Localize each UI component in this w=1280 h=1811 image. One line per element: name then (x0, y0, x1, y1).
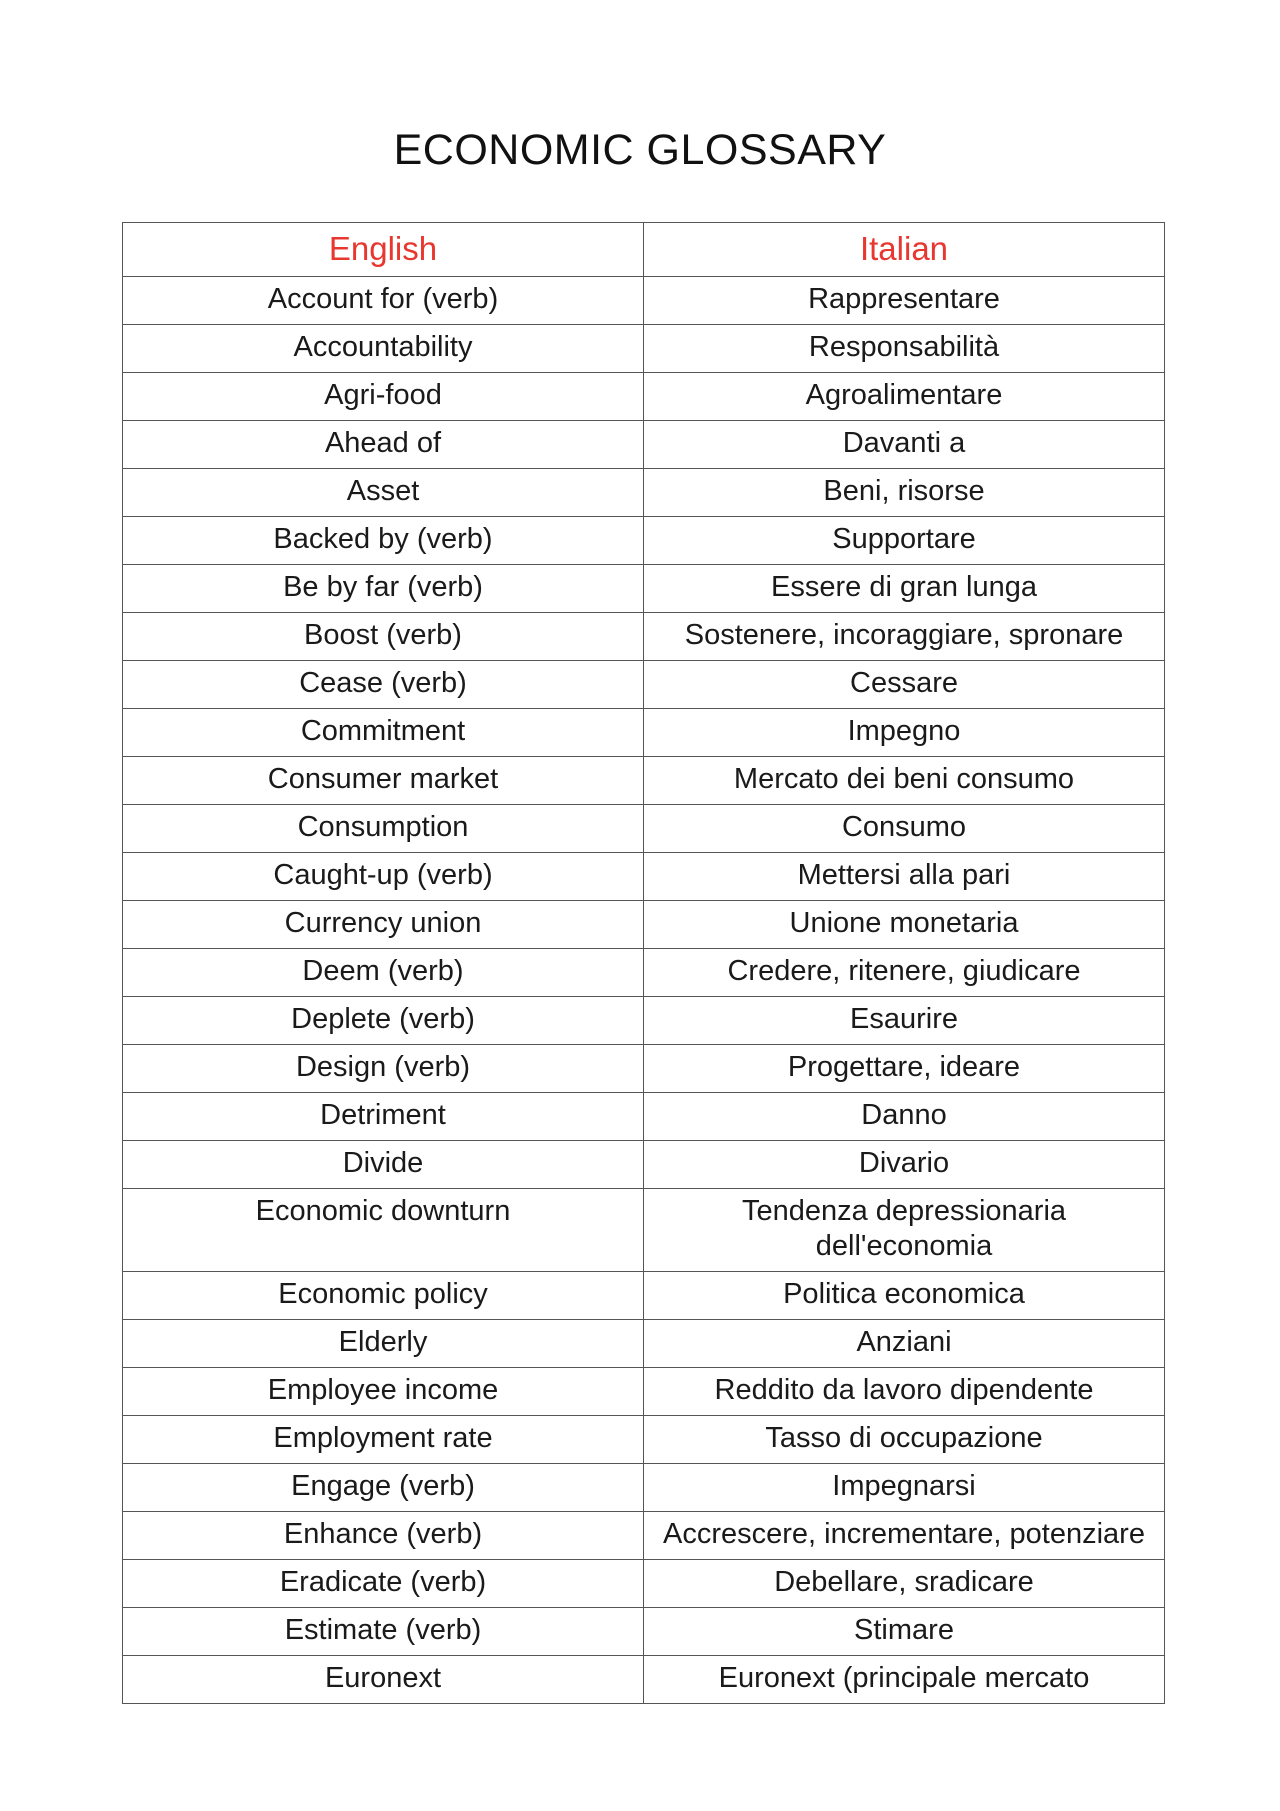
italian-term: Sostenere, incoraggiare, spronare (644, 613, 1165, 661)
table-row (123, 997, 1165, 1045)
italian-term: Mercato dei beni consumo (644, 757, 1165, 805)
table-row (123, 901, 1165, 949)
italian-term: Reddito da lavoro dipendente (644, 1368, 1165, 1416)
italian-term: Debellare, sradicare (644, 1560, 1165, 1608)
english-term: Engage (verb) (123, 1464, 644, 1512)
table-row (123, 1416, 1165, 1464)
table-row (123, 1045, 1165, 1093)
italian-term: Accrescere, incrementare, potenziare (644, 1512, 1165, 1560)
english-term: Economic policy (123, 1272, 644, 1320)
table-row (123, 469, 1165, 517)
italian-term: Responsabilità (644, 325, 1165, 373)
english-term: Accountability (123, 325, 644, 373)
english-term: Account for (verb) (123, 277, 644, 325)
italian-term: Tasso di occupazione (644, 1416, 1165, 1464)
table-row (123, 757, 1165, 805)
italian-term: Danno (644, 1093, 1165, 1141)
english-term: Estimate (verb) (123, 1608, 644, 1656)
column-header-english: English (123, 223, 644, 277)
italian-term: Stimare (644, 1608, 1165, 1656)
english-term: Currency union (123, 901, 644, 949)
italian-term: Credere, ritenere, giudicare (644, 949, 1165, 997)
italian-term: Impegno (644, 709, 1165, 757)
italian-term: Supportare (644, 517, 1165, 565)
english-term: Consumption (123, 805, 644, 853)
italian-term: Impegnarsi (644, 1464, 1165, 1512)
table-row (123, 373, 1165, 421)
english-term: Asset (123, 469, 644, 517)
english-term: Economic downturn (123, 1189, 644, 1272)
italian-term: Esaurire (644, 997, 1165, 1045)
english-term: Caught-up (verb) (123, 853, 644, 901)
english-term: Ahead of (123, 421, 644, 469)
english-term: Employee income (123, 1368, 644, 1416)
table-row (123, 1093, 1165, 1141)
english-term: Cease (verb) (123, 661, 644, 709)
italian-term: Rappresentare (644, 277, 1165, 325)
english-term: Design (verb) (123, 1045, 644, 1093)
english-term: Elderly (123, 1320, 644, 1368)
table-row (123, 949, 1165, 997)
italian-term: Tendenza depressionaria dell'economia (644, 1189, 1165, 1272)
table-row (123, 325, 1165, 373)
english-term: Boost (verb) (123, 613, 644, 661)
column-header-italian: Italian (644, 223, 1165, 277)
english-term: Enhance (verb) (123, 1512, 644, 1560)
italian-term: Anziani (644, 1320, 1165, 1368)
table-row (123, 1656, 1165, 1704)
table-row (123, 1141, 1165, 1189)
italian-term: Consumo (644, 805, 1165, 853)
table-row (123, 277, 1165, 325)
english-term: Employment rate (123, 1416, 644, 1464)
table-row (123, 805, 1165, 853)
table-row (123, 421, 1165, 469)
table-row (123, 517, 1165, 565)
table-row (123, 853, 1165, 901)
italian-term: Essere di gran lunga (644, 565, 1165, 613)
italian-term: Unione monetaria (644, 901, 1165, 949)
table-row (123, 1512, 1165, 1560)
glossary-table (122, 222, 1165, 1704)
english-term: Deem (verb) (123, 949, 644, 997)
table-header-row (123, 223, 1165, 277)
table-row (123, 661, 1165, 709)
english-term: Deplete (verb) (123, 997, 644, 1045)
italian-term: Euronext (principale mercato (644, 1656, 1165, 1704)
table-row (123, 565, 1165, 613)
english-term: Commitment (123, 709, 644, 757)
english-term: Divide (123, 1141, 644, 1189)
italian-term: Divario (644, 1141, 1165, 1189)
english-term: Agri-food (123, 373, 644, 421)
table-row (123, 1464, 1165, 1512)
italian-term: Beni, risorse (644, 469, 1165, 517)
table-row (123, 1189, 1165, 1272)
english-term: Be by far (verb) (123, 565, 644, 613)
table-row (123, 709, 1165, 757)
table-row (123, 1608, 1165, 1656)
italian-term: Davanti a (644, 421, 1165, 469)
italian-term: Mettersi alla pari (644, 853, 1165, 901)
italian-term: Politica economica (644, 1272, 1165, 1320)
page-title: ECONOMIC GLOSSARY (393, 126, 887, 174)
english-term: Detriment (123, 1093, 644, 1141)
italian-term: Progettare, ideare (644, 1045, 1165, 1093)
italian-term: Cessare (644, 661, 1165, 709)
table-row (123, 1320, 1165, 1368)
english-term: Eradicate (verb) (123, 1560, 644, 1608)
italian-term: Agroalimentare (644, 373, 1165, 421)
english-term: Backed by (verb) (123, 517, 644, 565)
table-row (123, 1560, 1165, 1608)
table-row (123, 1368, 1165, 1416)
english-term: Consumer market (123, 757, 644, 805)
table-row (123, 1272, 1165, 1320)
table-row (123, 613, 1165, 661)
english-term: Euronext (123, 1656, 644, 1704)
